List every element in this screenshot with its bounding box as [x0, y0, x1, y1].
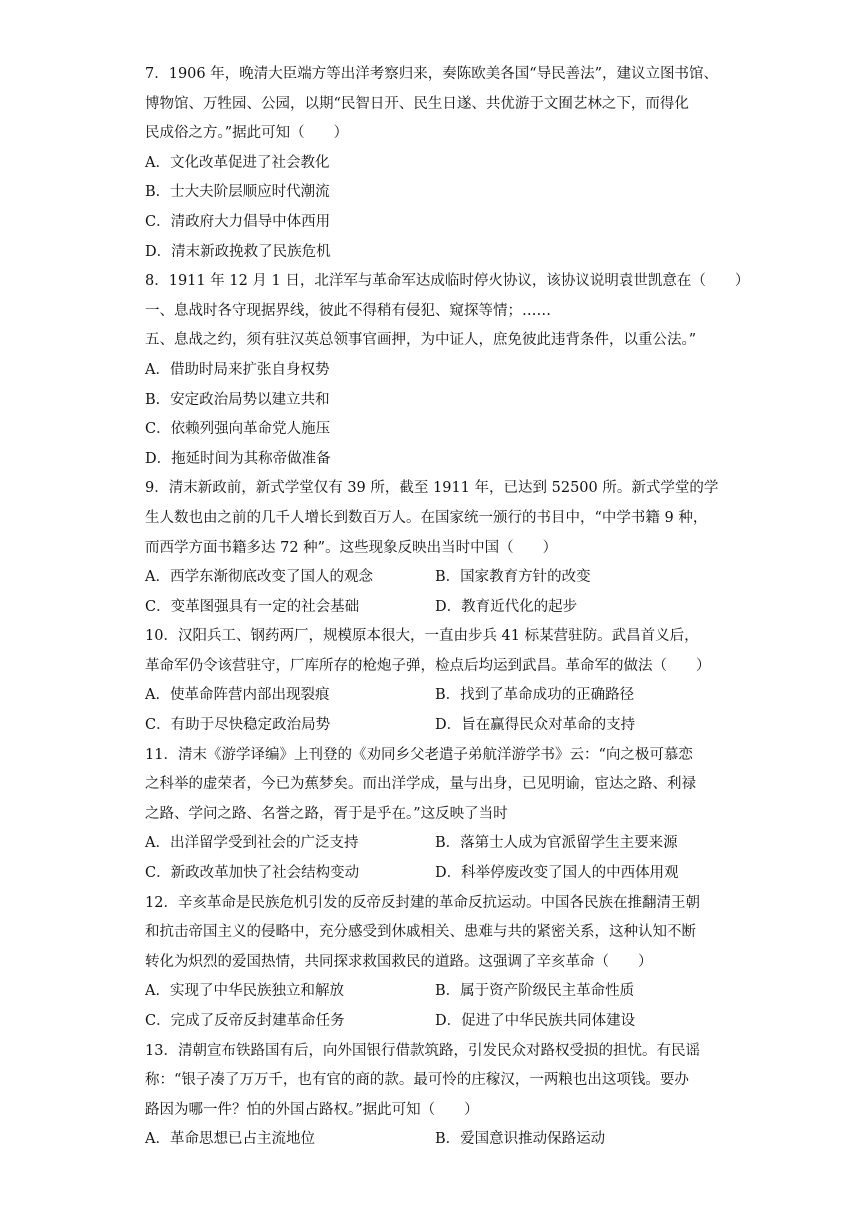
option-b: B．士大夫阶层顺应时代潮流 — [145, 184, 330, 201]
option-a: A．西学东渐彻底改变了国人的观念 — [145, 569, 373, 586]
question-stem-line: 12．辛亥革命是民族危机引发的反帝反封建的革命反抗运动。中国各民族在推翻清王朝 — [145, 894, 700, 911]
question-13 — [145, 1037, 725, 1155]
question-stem-line: 9．清末新政前，新式学堂仅有 39 所，截至 1911 年，已达到 52500 所。新式学堂的学 — [145, 480, 719, 497]
option-a: A．革命思想已占主流地位 — [145, 1131, 315, 1148]
options-row — [145, 681, 725, 711]
option-d: D．促进了中华民族共同体建设 — [435, 1013, 636, 1029]
question-10 — [145, 622, 725, 740]
question-stem-line: 称：“银子凑了万万千，也有官的商的款。最可怜的庄稼汉，一两粮也出这项钱。要办 — [145, 1072, 689, 1089]
question-stem-line: 一、息战时各守现据界线，彼此不得稍有侵犯、窥探等情；…… — [145, 302, 551, 319]
options-row — [145, 829, 725, 859]
option-c: C．有助于尽快稳定政治局势 — [145, 717, 331, 734]
option-c: C．依赖列强向革命党人施压 — [145, 421, 331, 438]
option-d: D．科举停废改变了国人的中西体用观 — [435, 865, 679, 882]
option-c: C．清政府大力倡导中体西用 — [145, 213, 331, 230]
option-d: D．旨在赢得民众对革命的支持 — [435, 717, 636, 734]
question-stem-line: 而西学方面书籍多达 72 种”。这些现象反映出当时中国（ ） — [145, 539, 558, 556]
question-stem-line: 路因为哪一件？怕的外国占路权。”据此可知（ ） — [145, 1101, 479, 1118]
question-stem-line: 生人数也由之前的几千人增长到数百万人。在国家统一颁行的书目中，“中学书籍 9 种， — [145, 509, 708, 526]
question-stem-line: 博物馆、万牲园、公园，以期“民智日开、民生日遂、共优游于文囿艺林之下，而得化 — [145, 95, 689, 112]
option-a: A．出洋留学受到社会的广泛支持 — [145, 835, 359, 852]
option-c: C．新政改革加快了社会结构变动 — [145, 865, 360, 882]
question-7 — [145, 60, 725, 267]
option-d: D．教育近代化的起步 — [435, 598, 578, 615]
question-stem-line: 之路、学问之路、名誉之路，胥于是乎在。”这反映了当时 — [145, 805, 508, 822]
option-a: A．使革命阵营内部出现裂痕 — [145, 687, 330, 704]
options-row — [145, 1007, 725, 1037]
question-stem-line: 转化为炽烈的爱国热情，共同探求救国救民的道路。这强调了辛亥革命（ ） — [145, 953, 653, 970]
options-row — [145, 563, 725, 593]
question-stem-line: 8．1911 年 12 月 1 日，北洋军与革命军达成临时停火协议，该协议说明袁世凯意在（ ） — [145, 273, 750, 290]
exam-page — [145, 60, 750, 1155]
options-row — [145, 593, 725, 623]
option-a: A．实现了中华民族独立和解放 — [145, 983, 344, 1000]
option-b: B．安定政治局势以建立共和 — [145, 391, 330, 408]
option-c: C．变革图强具有一定的社会基础 — [145, 598, 360, 615]
option-a: A．文化改革促进了社会教化 — [145, 154, 330, 171]
question-9 — [145, 474, 725, 622]
question-stem-line: 和抗击帝国主义的侵略中，充分感受到休戚相关、患难与共的紧密关系，这种认知不断 — [145, 924, 696, 941]
question-11 — [145, 741, 725, 889]
option-c: C．完成了反帝反封建革命任务 — [145, 1013, 345, 1029]
option-d: D．清末新政挽救了民族危机 — [145, 243, 331, 260]
option-b: B．属于资产阶级民主革命性质 — [435, 983, 635, 1000]
question-12 — [145, 889, 725, 1037]
question-8 — [145, 267, 750, 474]
question-stem-line: 之科举的虚荣者，今已为蕉梦矣。而出洋学成，量与出身，已见明谕，宦达之路、利禄 — [145, 776, 696, 793]
option-b: B．国家教育方针的改变 — [435, 569, 591, 586]
options-row — [145, 711, 725, 741]
options-row — [145, 859, 725, 889]
question-stem-line: 民成俗之方。”据此可知（ ） — [145, 125, 349, 142]
question-stem-line: 13．清朝宣布铁路国有后，向外国银行借款筑路，引发民众对路权受损的担忧。有民谣 — [145, 1042, 700, 1059]
option-d: D．拖延时间为其称帝做准备 — [145, 450, 331, 467]
question-stem-line: 11．清末《游学译编》上刊登的《劝同乡父老遣子弟航洋游学书》云：“向之极可慕恋 — [145, 746, 693, 763]
question-stem-line: 7．1906 年，晚清大臣端方等出洋考察归来，奏陈欧美各国“导民善法”，建议立图书馆、 — [145, 66, 719, 82]
option-b: B．落第士人成为官派留学生主要来源 — [435, 835, 678, 852]
option-a: A．借助时局来扩张自身权势 — [145, 361, 330, 378]
option-b: B．找到了革命成功的正确路径 — [435, 687, 635, 704]
options-row — [145, 1125, 725, 1155]
options-row — [145, 977, 725, 1007]
question-stem-line: 五、息战之约，须有驻汉英总领事官画押，为中证人，庶免彼此违背条件，以重公法。” — [145, 332, 697, 349]
question-stem-line: 革命军仍令该营驻守，厂库所存的枪炮子弹，检点后均运到武昌。革命军的做法（ ） — [145, 657, 711, 674]
option-b: B．爱国意识推动保路运动 — [435, 1131, 606, 1148]
question-stem-line: 10．汉阳兵工、钢药两厂，规模原本很大，一直由步兵 41 标某营驻防。武昌首义后， — [145, 628, 699, 645]
